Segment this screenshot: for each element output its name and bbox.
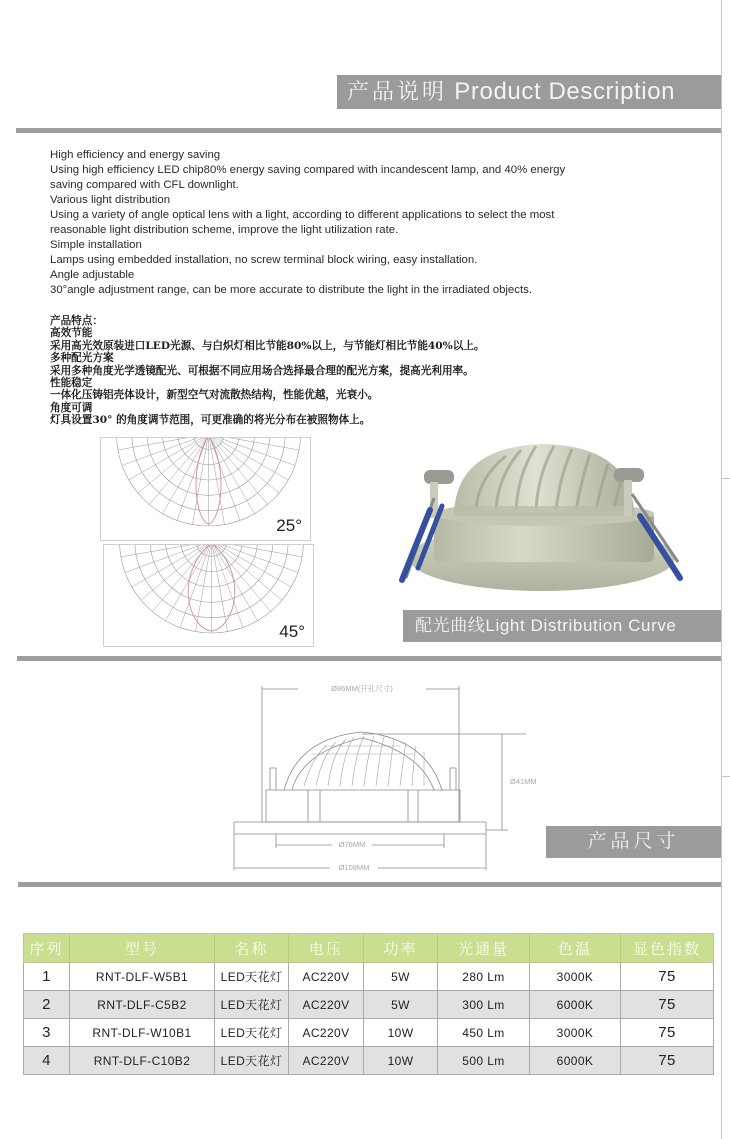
cell-power: 5W [364, 991, 438, 1019]
col-header-cct: 色温 [530, 934, 621, 963]
feature-text: reasonable light distribution scheme, improve the light utilization rate. [50, 224, 399, 236]
cell-name: LED天花灯 [215, 991, 289, 1019]
edge-tick [722, 776, 730, 777]
cell-cri: 75 [621, 1019, 714, 1047]
light-distribution-caption: 配光曲线Light Distribution Curve [403, 610, 721, 642]
feature-text: 灯具设置30° 的角度调节范围，可更准确的将光分布在被照物体上。 [50, 414, 371, 427]
cell-cct: 6000K [530, 1047, 621, 1075]
polar-spoke [177, 438, 208, 520]
product-description-banner [337, 75, 721, 109]
cell-power: 10W [364, 1047, 438, 1075]
feature-heading: Angle adjustable [50, 269, 135, 281]
cell-lumen: 280 Lm [438, 963, 530, 991]
beam-angle-label: 25° [276, 516, 302, 535]
feature-text: saving compared with CFL downlight. [50, 179, 239, 191]
cell-voltage: AC220V [289, 963, 364, 991]
features-title: 产品特点： [50, 315, 103, 327]
cell-name: LED天花灯 [215, 963, 289, 991]
cell-cri: 75 [621, 991, 714, 1019]
cell-power: 10W [364, 1019, 438, 1047]
cell-cri: 75 [621, 1047, 714, 1075]
section-divider [18, 882, 721, 887]
section-divider [17, 656, 721, 661]
beam-angle-label: 45° [279, 622, 305, 641]
col-header-model: 型号 [70, 934, 215, 963]
feature-heading: 角度可调 [50, 401, 93, 414]
cell-model: RNT-DLF-C10B2 [70, 1047, 215, 1075]
cell-lumen: 500 Lm [438, 1047, 530, 1075]
cell-index: 3 [24, 1019, 70, 1047]
polar-spoke [209, 438, 225, 525]
col-header-power: 功率 [364, 934, 438, 963]
cell-model: RNT-DLF-W5B1 [70, 963, 215, 991]
col-header-cri: 显色指数 [621, 934, 714, 963]
spec-table [23, 933, 714, 1075]
outer-dimension-label: Ø108MM [338, 863, 370, 872]
cell-name: LED天花灯 [215, 1019, 289, 1047]
cell-cct: 3000K [530, 963, 621, 991]
col-header-voltage: 电压 [289, 934, 364, 963]
table-row [24, 1047, 714, 1075]
height-dimension-label: Ø41MM [510, 777, 537, 786]
banner-title-cn: 产品说明 [347, 80, 448, 105]
feature-text: 一体化压铸铝壳体设计，新型空气对流散热结构，性能优越，光衰小。 [50, 389, 379, 402]
polar-diagram-25 [100, 437, 311, 541]
downlight-photo [396, 438, 706, 600]
table-row [24, 963, 714, 991]
cutout-dimension-label: Ø86MM(开孔尺寸) [331, 684, 393, 693]
feature-text: 采用多种角度光学透镜配光、可根据不同应用场合选择最合理的配光方案，提高光利用率。 [50, 364, 474, 377]
cell-voltage: AC220V [289, 1047, 364, 1075]
table-row [24, 991, 714, 1019]
cell-power: 5W [364, 963, 438, 991]
product-size-banner: 产品尺寸 [546, 826, 721, 858]
polar-spoke [193, 438, 209, 525]
col-header-index: 序列 [24, 934, 70, 963]
feature-text: Using high efficiency LED chip80% energy saving compared with incandescent lamp, and 40% energy [50, 164, 566, 176]
polar-spoke [212, 545, 243, 627]
feature-heading: 性能稳定 [50, 377, 93, 390]
heatsink-dome [454, 444, 634, 512]
banner-title-en: Product Description [454, 78, 676, 105]
cell-index: 4 [24, 1047, 70, 1075]
section-divider [16, 128, 721, 133]
feature-heading: Simple installation [50, 239, 142, 251]
table-row [24, 1019, 714, 1047]
col-header-lumen: 光通量 [438, 934, 530, 963]
polar-spoke [209, 438, 240, 520]
feature-heading: 高效节能 [50, 327, 93, 340]
description-en [50, 148, 690, 298]
edge-tick [722, 478, 730, 479]
dimension-drawing [228, 672, 538, 872]
cell-cct: 3000K [530, 1019, 621, 1047]
feature-text: 30°angle adjustment range, can be more accurate to distribute the light in the irradiated objects. [50, 284, 532, 296]
cell-cct: 6000K [530, 991, 621, 1019]
cell-index: 1 [24, 963, 70, 991]
cell-cri: 75 [621, 963, 714, 991]
cell-index: 2 [24, 991, 70, 1019]
cell-lumen: 300 Lm [438, 991, 530, 1019]
feature-text: Lamps using embedded installation, no screw terminal block wiring, easy installation. [50, 254, 478, 266]
cell-model: RNT-DLF-C5B2 [70, 991, 215, 1019]
description-cn [50, 315, 650, 427]
cell-voltage: AC220V [289, 991, 364, 1019]
polar-spoke [180, 545, 211, 627]
cell-model: RNT-DLF-W10B1 [70, 1019, 215, 1047]
cell-name: LED天花灯 [215, 1047, 289, 1075]
table-header-row [24, 934, 714, 963]
feature-heading: Various light distribution [50, 194, 171, 206]
col-header-name: 名称 [215, 934, 289, 963]
polar-diagram-45 [103, 544, 314, 647]
feature-text: Using a variety of angle optical lens with a light, according to different applications to select the most [50, 209, 555, 221]
feature-text: 采用高光效原装进口LED光源、与白炽灯相比节能80%以上，与节能灯相比节能40%以上。 [50, 339, 485, 352]
feature-heading: High efficiency and energy saving [50, 149, 221, 161]
feature-heading: 多种配光方案 [50, 352, 114, 365]
inner-dimension-label: Ø76MM [338, 840, 366, 849]
cell-lumen: 450 Lm [438, 1019, 530, 1047]
page-edge-line [721, 0, 722, 1139]
cell-voltage: AC220V [289, 1019, 364, 1047]
